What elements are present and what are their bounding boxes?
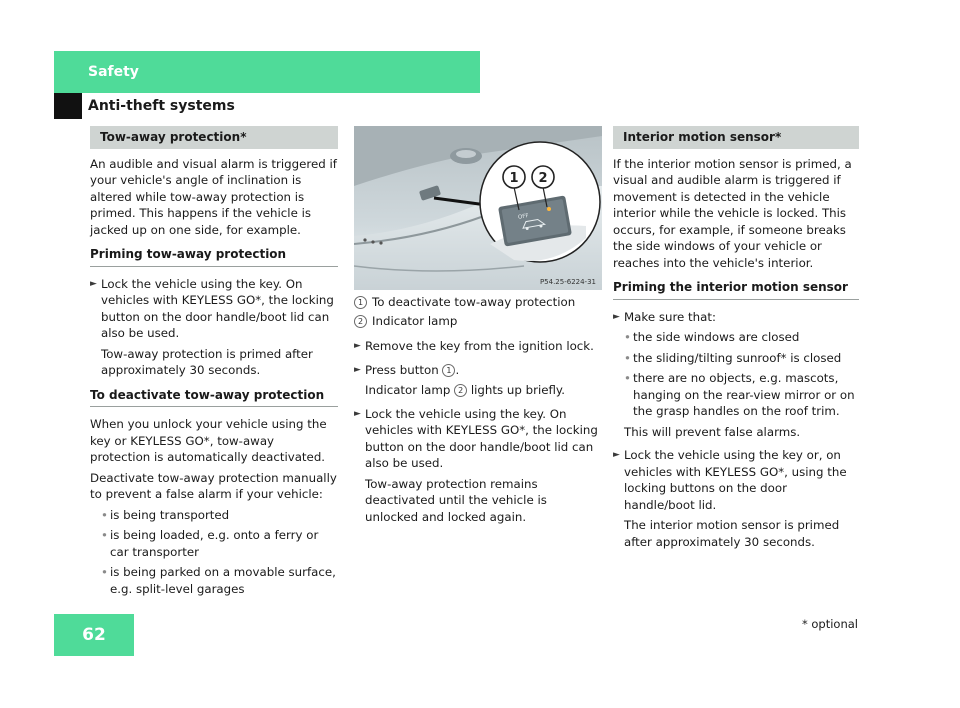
arrow-icon: ►: [354, 364, 361, 375]
number-badge: 1: [442, 364, 455, 377]
instruction-text: Lock the vehicle using the key or, on vehicles with KEYLESS GO*, using the locking buttons on the door handle/boot lid.: [624, 448, 847, 512]
number-badge: 1: [354, 296, 367, 309]
indicator-lamp-icon: [547, 207, 551, 211]
deactivate-tow-away-heading: To deactivate tow-away protection: [90, 387, 338, 408]
instruction-text: Make sure that:: [624, 309, 716, 324]
list-item: [613, 329, 859, 346]
page-number: 62: [82, 625, 106, 645]
priming-tow-away-heading: Priming tow-away protection: [90, 246, 338, 267]
column-deactivate-steps: [354, 294, 602, 529]
legend-text: Indicator lamp: [372, 313, 458, 328]
list-item-text: is being parked on a movable surface, e.g. split-level garages: [110, 565, 336, 596]
deactivate-paragraph: When you unlock your vehicle using the key or KEYLESS GO*, tow-away protection is automatically deactivated.: [90, 417, 327, 464]
instruction-step: [613, 447, 859, 513]
tow-away-intro: An audible and visual alarm is triggered if your vehicle's angle of inclination is altered while tow-away protection is primed. This happens if the vehicle is jacked up on one side, for example.: [90, 156, 337, 237]
tow-away-button-photo: [354, 126, 602, 290]
instruction-step: [613, 309, 859, 326]
figure-code: P54.25-6224-31: [539, 278, 596, 286]
instruction-step: [354, 338, 602, 355]
number-badge: 2: [454, 384, 467, 397]
instruction-note: [354, 382, 602, 399]
bullet-icon: •: [624, 371, 631, 385]
footnote: * optional: [801, 617, 858, 631]
list-item: [613, 350, 859, 367]
note-text: lights up briefly.: [467, 383, 565, 397]
bullet-icon: •: [101, 565, 108, 579]
bullet-icon: •: [624, 330, 631, 344]
list-item-text: is being transported: [110, 507, 230, 522]
deactivate-paragraph: Deactivate tow-away protection manually to prevent a false alarm if your vehicle:: [90, 470, 337, 501]
arrow-icon: ►: [354, 408, 361, 419]
instruction-note: Tow-away protection remains deactivated until the vehicle is unlocked and locked again.: [365, 476, 547, 524]
arrow-icon: ►: [354, 341, 361, 351]
instruction-text: .: [455, 362, 460, 377]
instruction-text: Lock the vehicle using the key. On vehicles with KEYLESS GO*, the locking button on the door handle/boot lid can also be used.: [365, 406, 598, 470]
instruction-text: Press button: [365, 362, 443, 377]
legend-text: To deactivate tow-away protection: [372, 295, 576, 309]
instruction-text: Lock the vehicle using the key. On vehicles with KEYLESS GO*, the locking button on the door handle/boot lid can also be used.: [101, 276, 334, 340]
note-text: Indicator lamp: [365, 383, 455, 397]
callout-1: 1: [509, 171, 519, 186]
section-marker: [54, 93, 82, 119]
instruction-step: [354, 362, 602, 379]
instruction-text: Remove the key from the ignition lock.: [365, 339, 594, 353]
list-item: [90, 507, 338, 524]
list-item: [90, 564, 338, 597]
bullet-icon: •: [101, 528, 108, 542]
instruction-step: [90, 276, 338, 342]
priming-note: Tow-away protection is primed after approximately 30 seconds.: [101, 346, 313, 377]
list-item: [90, 527, 338, 560]
section-title: Safety: [88, 64, 139, 80]
bullet-icon: •: [101, 507, 108, 522]
column-interior-motion: [613, 126, 859, 554]
arrow-icon: ►: [613, 311, 620, 322]
callout-2: 2: [538, 171, 548, 186]
instruction-step: [354, 406, 602, 472]
figure-legend-item: [354, 294, 602, 311]
instruction-note: This will prevent false alarms.: [624, 424, 801, 439]
arrow-icon: ►: [613, 450, 620, 460]
interior-motion-intro: If the interior motion sensor is primed, a visual and audible alarm is triggered if movement is detected in the vehicle interior while the vehicle is locked. This occurs, for example, if someone breaks the side windows of your vehicle or reaches into the vehicle's interior.: [613, 156, 852, 270]
instruction-note: The interior motion sensor is primed after approximately 30 seconds.: [624, 518, 840, 549]
number-badge: 2: [354, 315, 367, 328]
page-title: Anti-theft systems: [88, 98, 235, 114]
tow-away-heading: Tow-away protection*: [90, 126, 338, 149]
bullet-icon: •: [624, 350, 631, 365]
arrow-icon: ►: [90, 278, 97, 289]
priming-interior-motion-heading: Priming the interior motion sensor: [613, 279, 859, 300]
off-label: OFF: [517, 213, 530, 221]
list-item-text: the side windows are closed: [633, 330, 800, 344]
figure-legend-item: [354, 313, 602, 330]
column-tow-away: [90, 126, 338, 601]
list-item-text: is being loaded, e.g. onto a ferry or car transporter: [110, 528, 319, 559]
list-item: [613, 370, 859, 420]
interior-motion-heading: Interior motion sensor*: [613, 126, 859, 149]
list-item-text: the sliding/tilting sunroof* is closed: [633, 350, 842, 365]
list-item-text: there are no objects, e.g. mascots, hanging on the rear-view mirror or on the grasp handles on the roof trim.: [633, 371, 855, 418]
